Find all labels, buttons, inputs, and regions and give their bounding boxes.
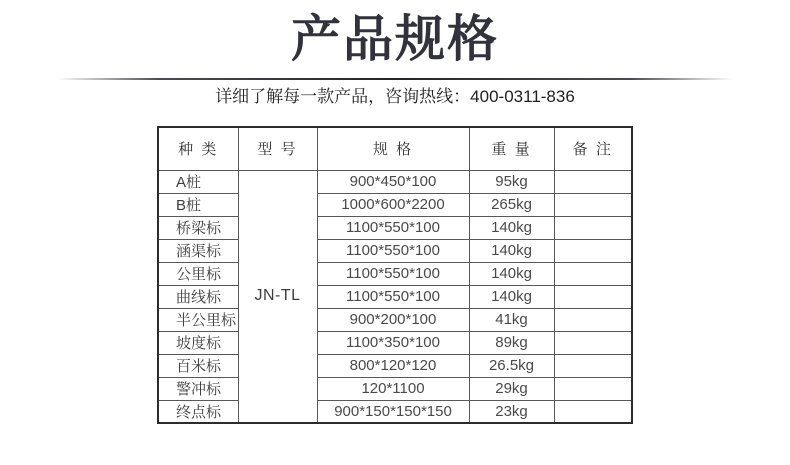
cell-type: 公里标 [158,262,238,285]
cell-spec: 1000*600*2200 [317,193,469,216]
cell-weight: 140kg [469,285,554,308]
cell-weight: 140kg [469,262,554,285]
cell-type: 警冲标 [158,377,238,400]
page [0,10,790,465]
table-row [158,170,632,193]
cell-weight: 23kg [469,400,554,423]
table-row [158,354,632,377]
table-row [158,216,632,239]
cell-spec: 1100*350*100 [317,331,469,354]
table-row [158,377,632,400]
cell-note [554,308,632,331]
cell-note [554,377,632,400]
cell-spec: 900*450*100 [317,170,469,193]
cell-note [554,239,632,262]
table-row [158,285,632,308]
table-row [158,308,632,331]
cell-note [554,170,632,193]
cell-type: B桩 [158,193,238,216]
cell-weight: 140kg [469,216,554,239]
cell-note [554,354,632,377]
title-divider [57,78,733,80]
cell-type: 百米标 [158,354,238,377]
cell-spec: 1100*550*100 [317,216,469,239]
cell-spec: 900*200*100 [317,308,469,331]
cell-spec: 800*120*120 [317,354,469,377]
col-header-spec: 规 格 [317,127,469,170]
cell-type: 坡度标 [158,331,238,354]
cell-type: 涵渠标 [158,239,238,262]
cell-model: JN-TL [238,170,317,423]
cell-weight: 89kg [469,331,554,354]
cell-weight: 140kg [469,239,554,262]
cell-note [554,331,632,354]
cell-weight: 26.5kg [469,354,554,377]
cell-spec: 1100*550*100 [317,262,469,285]
cell-weight: 95kg [469,170,554,193]
cell-type: A桩 [158,170,238,193]
cell-type: 桥梁标 [158,216,238,239]
cell-note [554,262,632,285]
table-row [158,262,632,285]
cell-spec: 900*150*150*150 [317,400,469,423]
cell-type: 终点标 [158,400,238,423]
table-row [158,331,632,354]
cell-note [554,216,632,239]
cell-note [554,285,632,308]
table-row [158,239,632,262]
cell-type: 半公里标 [158,308,238,331]
cell-spec: 120*1100 [317,377,469,400]
cell-spec: 1100*550*100 [317,239,469,262]
cell-note [554,400,632,423]
cell-spec: 1100*550*100 [317,285,469,308]
col-header-type: 种 类 [158,127,238,170]
col-header-model: 型 号 [238,127,317,170]
page-title: 产品规格 [291,11,499,67]
col-header-weight: 重 量 [469,127,554,170]
cell-weight: 29kg [469,377,554,400]
col-header-note: 备 注 [554,127,632,170]
cell-type: 曲线标 [158,285,238,308]
table-header-row [158,127,632,170]
subtitle-hotline: 详细了解每一款产品，咨询热线：400-0311-836 [215,87,575,106]
spec-table [157,126,633,424]
cell-weight: 265kg [469,193,554,216]
cell-weight: 41kg [469,308,554,331]
cell-note [554,193,632,216]
table-row [158,400,632,423]
table-row [158,193,632,216]
